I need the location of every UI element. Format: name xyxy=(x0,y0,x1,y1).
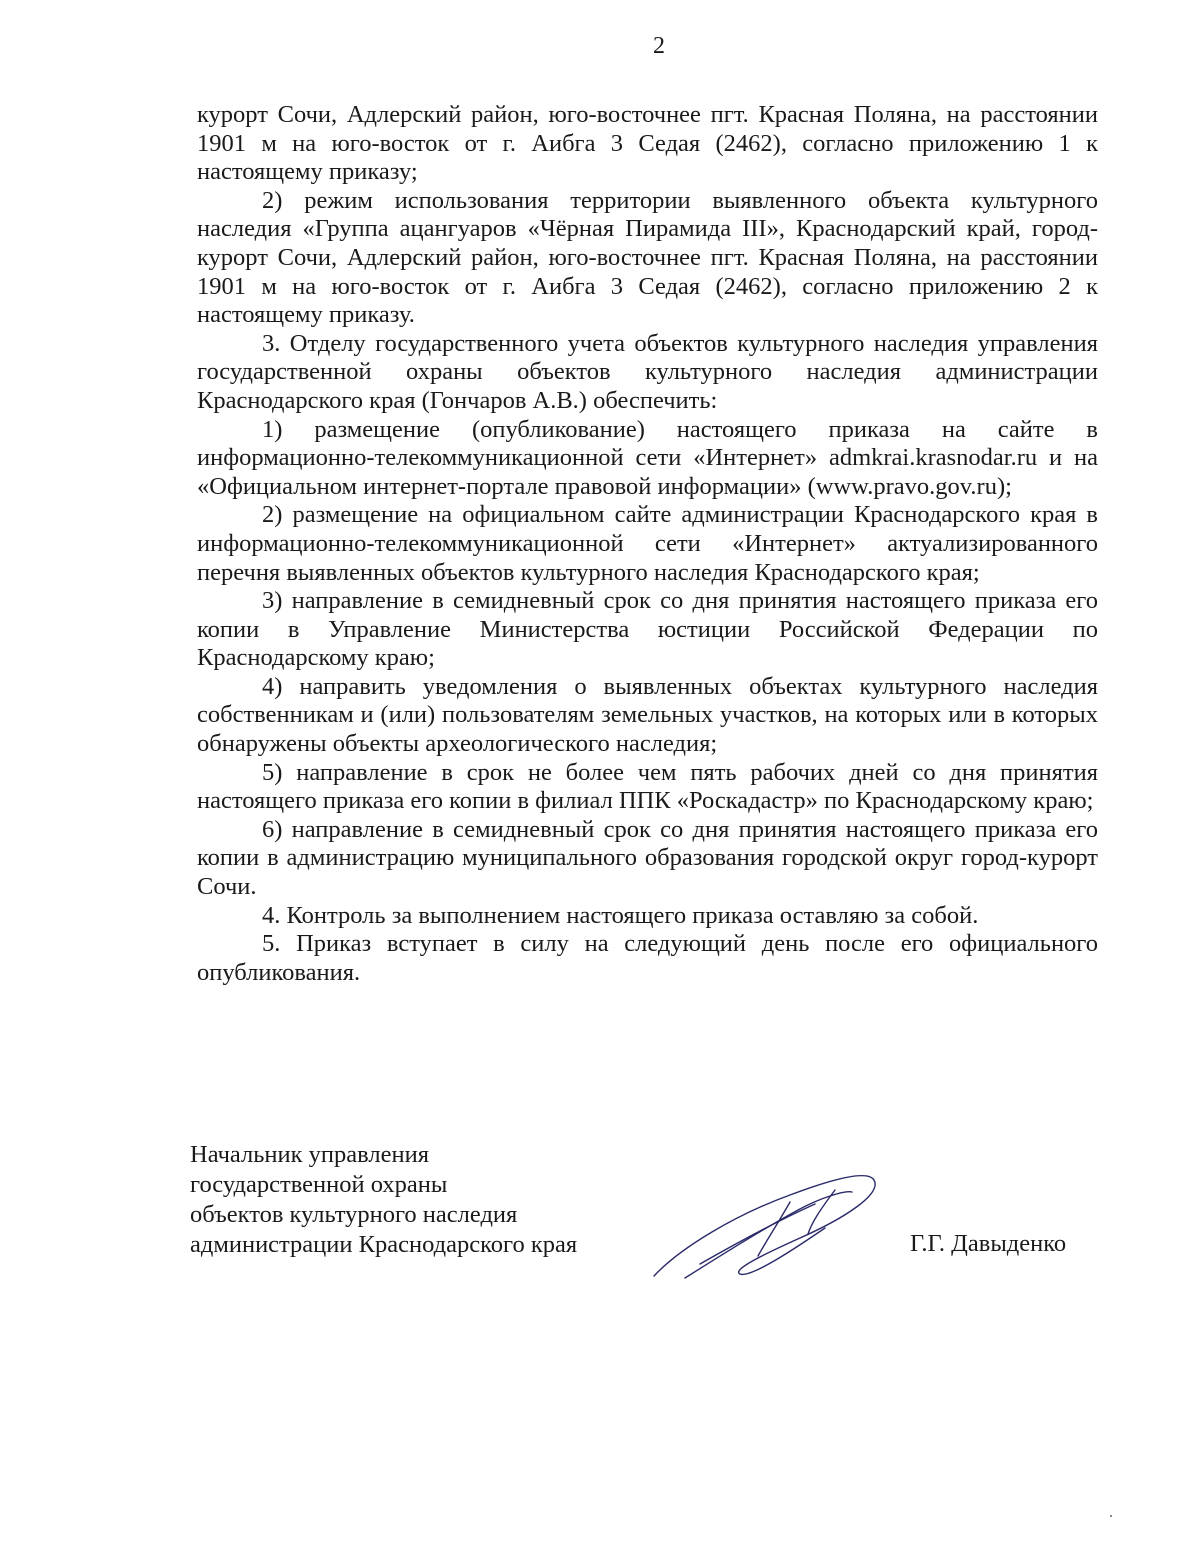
paragraph-item-2: 2) режим использования территории выявленного объекта культурного наследия «Группа ацангуаров «Чёрная Пирамида III», Краснодарский край, город-курорт Сочи, Адлерский район, юго-восточнее пгт. Красная Поляна, на расстоянии 1901 м на юго-восток от г. Аибга 3 Седая (2462), согласно приложению 2 к настоящему приказу. xyxy=(197,186,1098,329)
paragraph-item-4: 4. Контроль за выполнением настоящего приказа оставляю за собой. xyxy=(262,901,979,929)
paragraph-subitem-1: 1) размещение (опубликование) настоящего приказа на сайте в информационно-телекоммуникационной сети «Интернет» admkrai.krasnodar.ru и на «Официальном интернет-портале правовой информации» (www.pravo.gov.ru); xyxy=(197,415,1098,500)
signatory-title-line: объектов культурного наследия xyxy=(190,1201,518,1228)
paragraph-continuation: курорт Сочи, Адлерский район, юго-восточнее пгт. Красная Поляна, на расстоянии 1901 м на юго-восток от г. Аибга 3 Седая (2462), согласно приложению 1 к настоящему приказу; xyxy=(197,101,1098,186)
paragraph-subitem-3: 3) направление в семидневный срок со дня принятия настоящего приказа его копии в Управление Министерства юстиции Российской Федерации по Краснодарскому краю; xyxy=(197,587,1098,672)
paragraph-item-5: 5. Приказ вступает в силу на следующий день после его официального опубликования. xyxy=(197,930,1098,986)
page-number: 2 xyxy=(653,33,665,59)
document-body xyxy=(197,101,1098,987)
paragraph-subitem-5: 5) направление в срок не более чем пять рабочих дней со дня принятия настоящего приказа его копии в филиал ППК «Роскадастр» по Краснодарскому краю; xyxy=(197,758,1098,815)
signatory-title xyxy=(190,1140,577,1260)
handwritten-signature xyxy=(640,1160,890,1290)
signatory-name: Г.Г. Давыденко xyxy=(910,1230,1067,1257)
paragraph-subitem-2: 2) размещение на официальном сайте администрации Краснодарского края в информационно-телекоммуникационной сети «Интернет» актуализированного перечня выявленных объектов культурного наследия Краснодарского края; xyxy=(197,501,1098,586)
paragraph-subitem-4: 4) направить уведомления о выявленных объектах культурного наследия собственникам и (или) пользователям земельных участков, на которых или в которых обнаружены объекты археологического наследия; xyxy=(197,672,1098,758)
signatory-title-line: государственной охраны xyxy=(190,1171,448,1198)
signatory-title-line: Начальник управления xyxy=(190,1141,429,1168)
paragraph-subitem-6: 6) направление в семидневный срок со дня принятия настоящего приказа его копии в администрацию муниципального образования городской округ город-курорт Сочи. xyxy=(197,815,1098,901)
paragraph-item-3: 3. Отделу государственного учета объектов культурного наследия управления государственной охраны объектов культурного наследия администрации Краснодарского края (Гончаров А.В.) обеспечить: xyxy=(197,329,1098,414)
signatory-title-line: администрации Краснодарского края xyxy=(190,1231,578,1258)
scan-speck xyxy=(1110,1515,1112,1517)
